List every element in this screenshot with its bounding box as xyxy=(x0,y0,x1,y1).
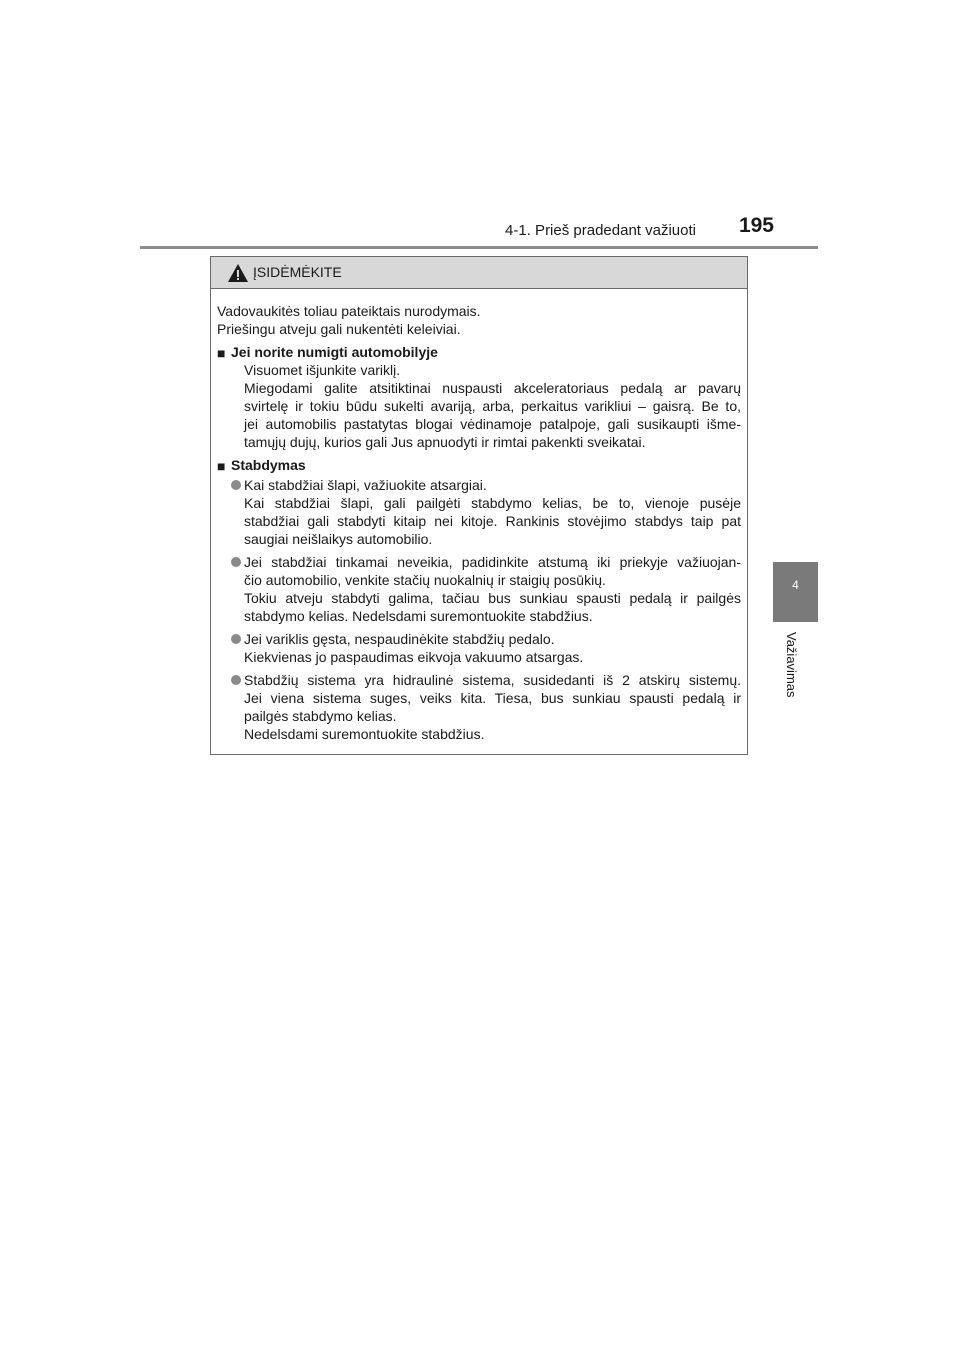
section-heading-text: Stabdymas xyxy=(231,457,306,473)
round-bullet-icon xyxy=(231,675,241,685)
warning-triangle-icon xyxy=(227,263,249,283)
intro-line: Priešingu atveju gali nukentėti keleiviai. xyxy=(217,321,461,337)
page-number: 195 xyxy=(738,214,774,237)
text-line: čio automobilio, venkite stačių nuokalnių ir staigių posūkių. xyxy=(244,572,606,588)
text-line: Tokiu atveju stabdyti galima, tačiau bus sunkiau spausti pedalą ir pailgės xyxy=(244,590,741,606)
text-line: jei automobilis pastatytas blogai vėdinamoje patalpoje, gali susikaupti išme- xyxy=(244,416,741,432)
text-line: Jei stabdžiai tinkamai neveikia, padidinkite atstumą iki priekyje važiuojan- xyxy=(244,554,741,570)
round-bullet-icon xyxy=(231,480,241,490)
caution-header xyxy=(211,257,747,289)
section-heading-sleeping xyxy=(217,343,741,361)
page-header xyxy=(140,212,818,249)
text-line: Jei viena sistema suges, veiks kita. Tiesa, bus sunkiau spausti pedalą ir xyxy=(244,690,741,706)
caution-box xyxy=(210,256,748,755)
text-line: Stabdžių sistema yra hidraulinė sistema, susidedanti iš 2 atskirų sistemų. xyxy=(244,672,741,688)
text-line: stabdžiai gali stabdyti kitaip nei kitoje. Rankinis stovėjimo stabdys taip pat xyxy=(244,513,741,529)
list-item xyxy=(217,630,741,666)
chapter-tab: 4 xyxy=(773,562,818,622)
intro-line: Vadovaukitės toliau pateiktais nurodymais. xyxy=(217,303,481,319)
text-line: Miegodami galite atsitiktinai nuspausti akceleratoriaus pedalą ar pavarų xyxy=(244,380,741,396)
text-line: saugiai neišlaikys automobilio. xyxy=(244,531,433,547)
text-line: pailgės stabdymo kelias. xyxy=(244,708,397,724)
text-line: Kai stabdžiai šlapi, gali pailgėti stabdymo kelias, be to, vienoje pusėje xyxy=(244,495,741,511)
round-bullet-icon xyxy=(231,634,241,644)
caution-title: ĮSIDĖMĖKITE xyxy=(253,264,342,280)
text-line: stabdymo kelias. Nedelsdami suremontuokite stabdžius. xyxy=(244,608,593,624)
text-line: svirtelę ir tokiu būdu sukelti avariją, arba, perkaitus varikliui – gaisrą. Be to, xyxy=(244,398,741,414)
chapter-tab-label: Važiavimas xyxy=(784,632,799,698)
list-item xyxy=(217,671,741,743)
square-bullet-icon: ■ xyxy=(217,458,226,474)
section-heading-braking xyxy=(217,456,741,474)
round-bullet-icon xyxy=(231,557,241,567)
chapter-section-title: 4-1. Prieš pradedant važiuoti xyxy=(505,222,696,239)
text-line: Visuomet išjunkite variklį. xyxy=(244,362,401,378)
text-line: tamųjų dujų, kurios gali Jus apnuodyti ir rimtai pakenkti sveikatai. xyxy=(244,434,646,450)
text-line: Kai stabdžiai šlapi, važiuokite atsargiai. xyxy=(244,477,487,493)
section-heading-text: Jei norite numigti automobilyje xyxy=(231,344,438,360)
section-text-sleeping xyxy=(217,361,741,451)
caution-body xyxy=(211,289,747,743)
list-item xyxy=(217,553,741,625)
list-item xyxy=(217,476,741,548)
text-line: Nedelsdami suremontuokite stabdžius. xyxy=(244,726,485,742)
text-line: Jei variklis gęsta, nespaudinėkite stabdžių pedalo. xyxy=(244,631,555,647)
text-line: Kiekvienas jo paspaudimas eikvoja vakuumo atsargas. xyxy=(244,649,584,665)
square-bullet-icon: ■ xyxy=(217,345,226,361)
